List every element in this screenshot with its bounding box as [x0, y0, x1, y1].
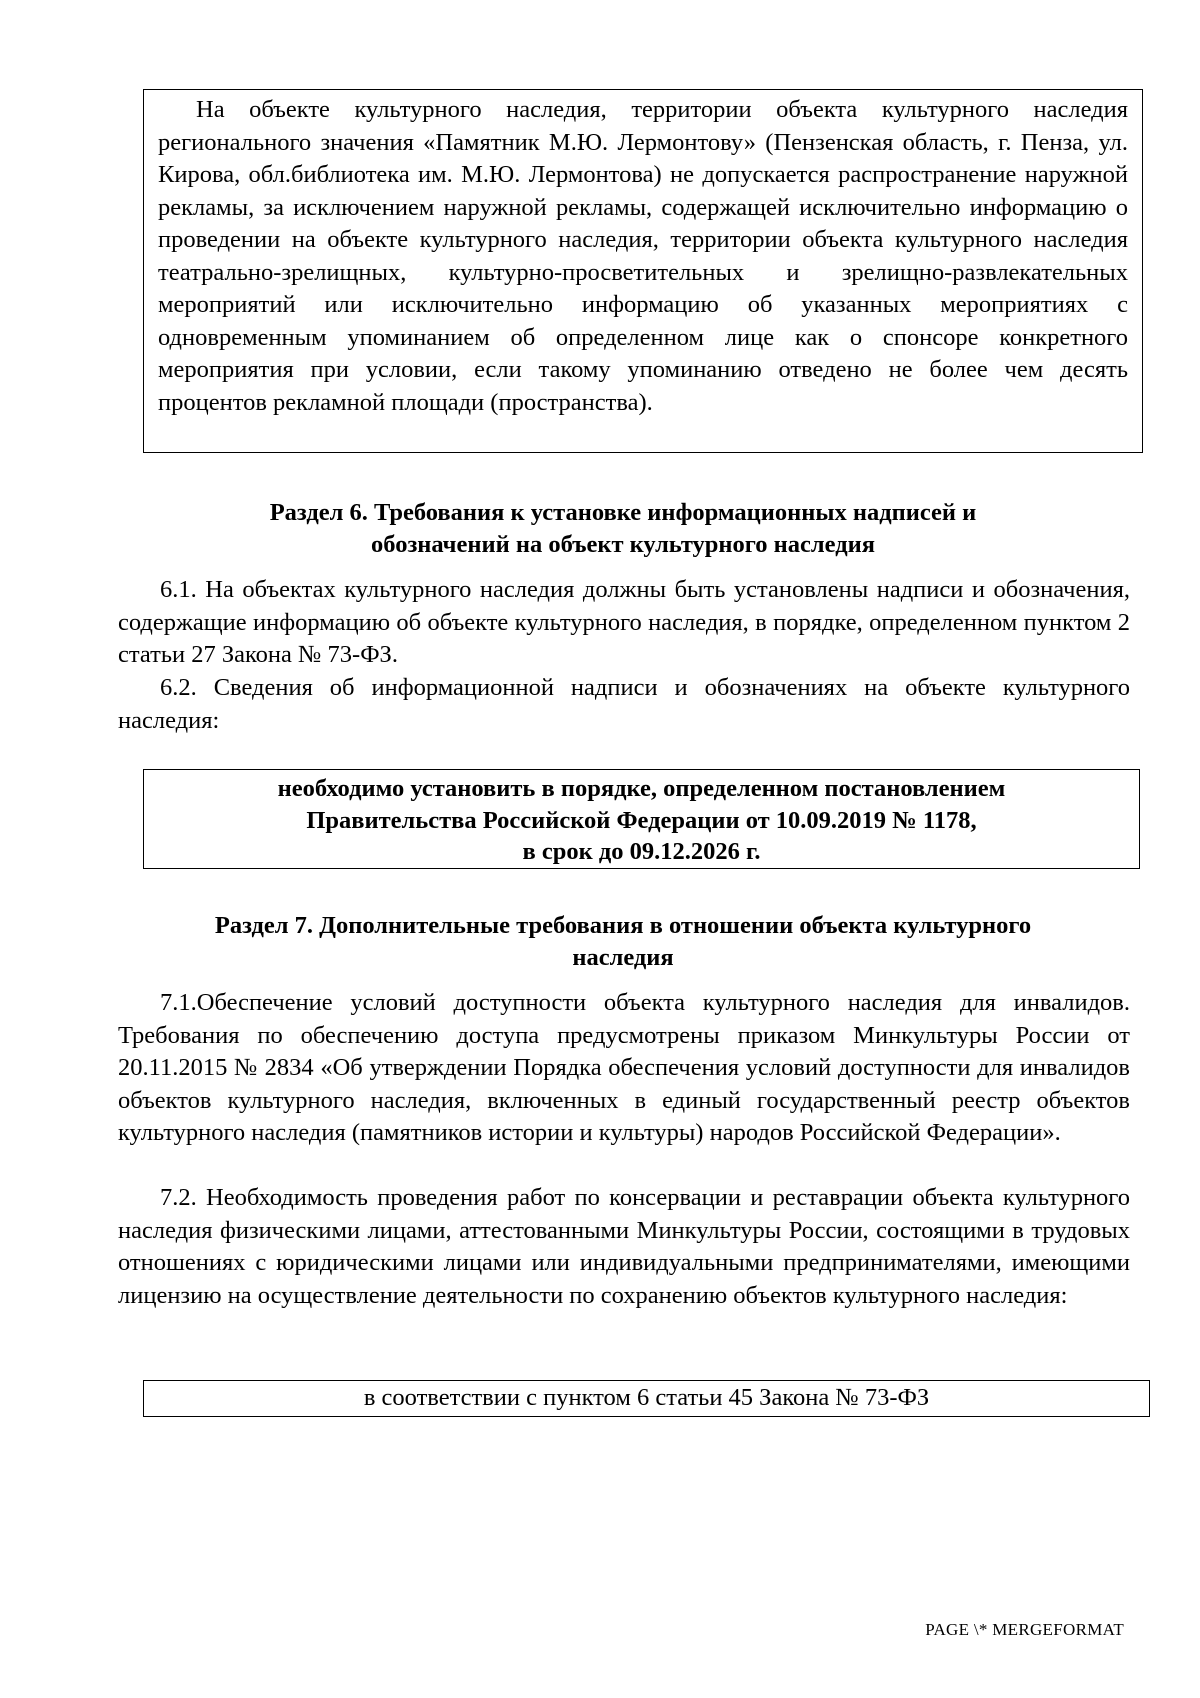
section-6-heading-line-1: Раздел 6. Требования к установке информационных надписей и — [269, 499, 977, 526]
paragraph-7-1: 7.1.Обеспечение условий доступности объекта культурного наследия для инвалидов. Требования по обеспечению доступа предусмотрены приказом Минкультуры России от 20.11.2015 № 2834 «Об утверждении Порядка обеспечения условий доступности для инвалидов объектов культурного наследия, включенных в единый государственный реестр объектов культурного наследия (памятников истории и культуры) народов Российской Федерации». — [118, 989, 1130, 1146]
inscription-requirement-line-3: в срок до 09.12.2026 г. — [522, 838, 761, 865]
advertising-restriction-text: На объекте культурного наследия, территории объекта культурного наследия регионального значения «Памятник М.Ю. Лермонтову» (Пензенская область, г. Пенза, ул. Кирова, обл.библиотека им. М.Ю. Лермонтова) не допускается распространение наружной рекламы, за исключением наружной рекламы, содержащей исключительно информацию о проведении на объекте культурного наследия, территории объекта культурного наследия театрально-зрелищных, культурно-просветительных и зрелищно-развлекательных мероприятий или исключительно информацию об указанных мероприятиях с одновременным упоминанием об определенном лице как о спонсоре конкретного мероприятия при условии, если такому упоминанию отведено не более чем десять процентов рекламной площади (пространства). — [158, 96, 1128, 416]
law-reference-box — [143, 1380, 1150, 1417]
inscription-requirement-line-2: Правительства Российской Федерации от 10.09.2019 № 1178, — [306, 806, 977, 834]
paragraph-6-1: 6.1. На объектах культурного наследия должны быть установлены надписи и обозначения, содержащие информацию об объекте культурного наследия, в порядке, определенном пунктом 2 статьи 27 Закона № 73-ФЗ. — [118, 576, 1130, 668]
section-6-heading-line-2: обозначений на объект культурного наследия — [371, 531, 875, 558]
section-7-heading-line-1: Раздел 7. Дополнительные требования в отношении объекта культурного — [214, 912, 1032, 939]
inscription-requirement-line-1: необходимо установить в порядке, определенном постановлением — [277, 775, 1006, 802]
section-7-heading-line-2: наследия — [572, 944, 674, 971]
section-7-heading — [118, 910, 1128, 974]
law-reference-text: в соответствии с пунктом 6 статьи 45 Закона № 73-ФЗ — [363, 1384, 930, 1411]
advertising-restriction-box — [143, 89, 1143, 453]
paragraph-6-2: 6.2. Сведения об информационной надписи и обозначениях на объекте культурного наследия: — [118, 674, 1130, 734]
page-footer: PAGE \* MERGEFORMAT — [925, 1620, 1124, 1639]
paragraph-7-2: 7.2. Необходимость проведения работ по консервации и реставрации объекта культурного наследия физическими лицами, аттестованными Минкультуры России, состоящими в трудовых отношениях с юридическими лицами или индивидуальными предпринимателями, имеющими лицензию на осуществление деятельности по сохранению объектов культурного наследия: — [118, 1184, 1130, 1309]
inscription-requirement-box — [143, 769, 1140, 869]
section-6-heading — [118, 497, 1128, 561]
